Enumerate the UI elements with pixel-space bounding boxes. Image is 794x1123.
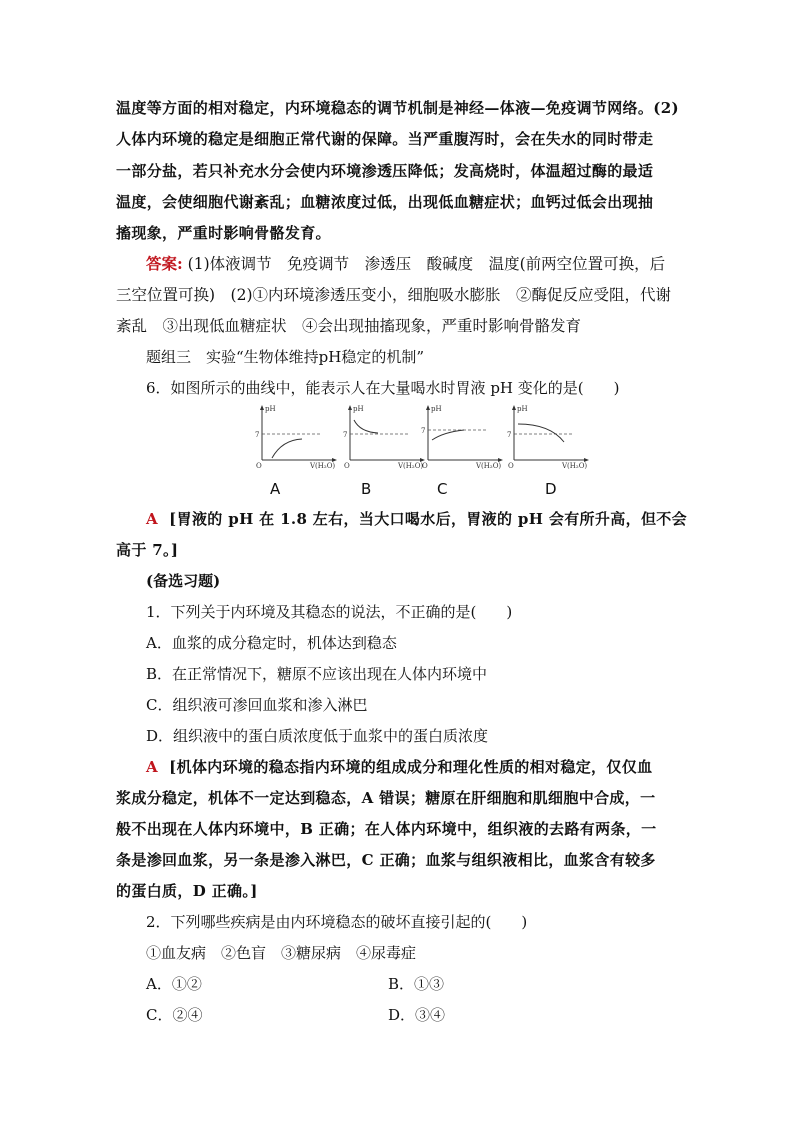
answer-letter: A [146, 758, 158, 776]
answer-line [146, 756, 652, 778]
answer-letter: A [146, 510, 158, 528]
graph-label-a: A [270, 480, 281, 498]
origin-label: O [344, 462, 350, 470]
answer-line [146, 508, 687, 530]
axis-x-label: V(H₂O) [562, 462, 588, 470]
tick-7: 7 [343, 431, 348, 439]
answer-line: 的蛋白质，D 正确。] [116, 882, 258, 900]
answer-line: 紊乱 ③出现低血糖症状 ④会出现抽搐现象，严重时影响骨骼发育 [116, 317, 582, 335]
explanation-line: 一部分盐，若只补充水分会使内环境渗透压降低；发高烧时，体温超过酶的最适 [116, 162, 654, 180]
tick-7: 7 [255, 431, 260, 439]
tick-7: 7 [507, 431, 512, 439]
graph-d [507, 405, 589, 470]
question-stem: 6．如图所示的曲线中，能表示人在大量喝水时胃液 pH 变化的是( ) [146, 379, 620, 397]
graph-a [255, 405, 337, 470]
graph-label-d: D [545, 480, 557, 498]
graph-label-c: C [437, 480, 448, 498]
origin-label: O [508, 462, 514, 470]
option-c: C．组织液可渗回血浆和渗入淋巴 [146, 696, 368, 714]
graph-label-b: B [361, 480, 372, 498]
graph-c [421, 405, 503, 470]
explanation-line: 搐现象，严重时影响骨骼发育。 [116, 224, 331, 242]
question-items: ①血友病 ②色盲 ③糖尿病 ④尿毒症 [146, 944, 417, 962]
backup-title: (备选习题) [146, 572, 221, 590]
option-d: D．组织液中的蛋白质浓度低于血浆中的蛋白质浓度 [146, 727, 489, 745]
answer-line: 浆成分稳定，机体不一定达到稳态，A 错误；糖原在肝细胞和肌细胞中合成，一 [116, 789, 656, 807]
axis-x-label: V(H₂O) [476, 462, 502, 470]
answer-explanation: [机体内环境的稳态指内环境的组成成分和理化性质的相对稳定，仅仅血 [169, 758, 653, 776]
axis-x-label: V(H₂O) [398, 462, 424, 470]
answer-line [146, 253, 665, 275]
origin-label: O [422, 462, 428, 470]
axis-y-label: pH [265, 405, 276, 413]
answer-explanation: [胃液的 pH 在 1.8 左右，当大口喝水后，胃液的 pH 会有所升高，但不会 [169, 510, 688, 528]
option-d: D．③④ [388, 1006, 446, 1024]
answer-text: (1)体液调节 免疫调节 渗透压 酸碱度 温度(前两空位置可换，后 [182, 255, 666, 273]
explanation-line: 温度等方面的相对稳定，内环境稳态的调节机制是神经—体液—免疫调节网络。(2) [116, 99, 679, 117]
answer-line: 高于 7。] [116, 541, 179, 559]
answer-line: 般不出现在人体内环境中，B 正确；在人体内环境中，组织液的去路有两条，一 [116, 820, 657, 838]
group-title: 题组三 实验“生物体维持pH稳定的机制” [146, 348, 425, 366]
option-c: C．②④ [146, 1006, 203, 1024]
explanation-line: 温度，会使细胞代谢紊乱；血糖浓度过低，出现低血糖症状；血钙过低会出现抽 [116, 193, 654, 211]
axis-y-label: pH [517, 405, 528, 413]
option-b: B．①③ [388, 975, 445, 993]
origin-label: O [256, 462, 262, 470]
question-stem: 2．下列哪些疾病是由内环境稳态的破坏直接引起的( ) [146, 913, 528, 931]
answer-line: 三空位置可换) (2)①内环境渗透压变小，细胞吸水膨胀 ②酶促反应受阻，代谢 [116, 286, 672, 304]
axis-x-label: V(H₂O) [310, 462, 336, 470]
answer-line: 条是渗回血浆，另一条是渗入淋巴，C 正确；血浆与组织液相比，血浆含有较多 [116, 851, 656, 869]
tick-7: 7 [421, 427, 426, 435]
ph-graphs-figure [250, 402, 590, 502]
axis-y-label: pH [353, 405, 364, 413]
question-stem: 1．下列关于内环境及其稳态的说法，不正确的是( ) [146, 603, 513, 621]
axis-y-label: pH [431, 405, 442, 413]
option-a: A．①② [146, 975, 202, 993]
answer-label: 答案: [146, 254, 183, 273]
graph-b [343, 405, 425, 470]
explanation-line: 人体内环境的稳定是细胞正常代谢的保障。当严重腹泻时，会在失水的同时带走 [116, 130, 654, 148]
option-a: A．血浆的成分稳定时，机体达到稳态 [146, 634, 397, 652]
option-b: B．在正常情况下，糖原不应该出现在人体内环境中 [146, 665, 488, 683]
